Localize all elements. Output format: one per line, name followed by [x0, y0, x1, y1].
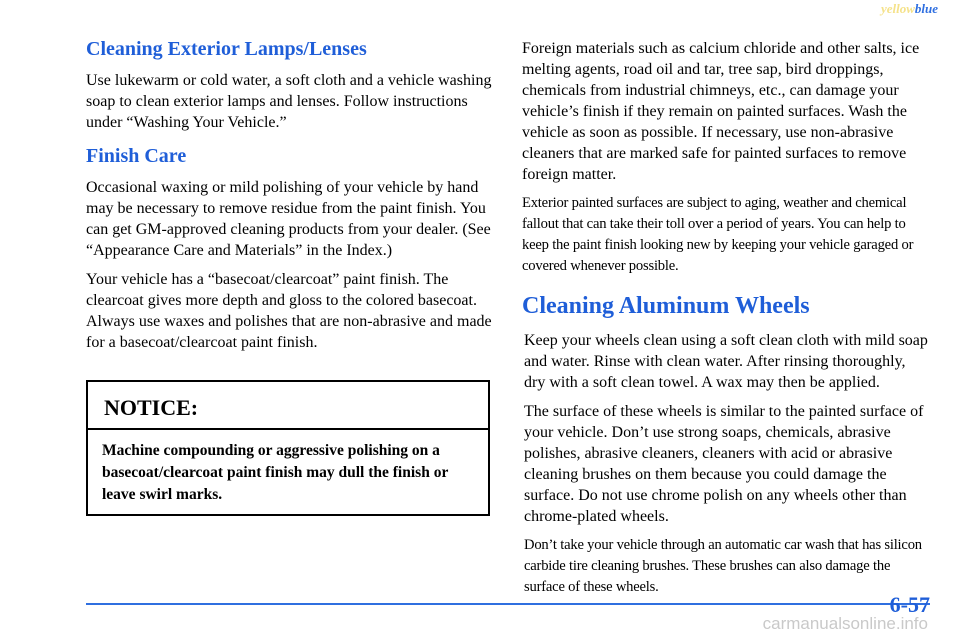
finish-paragraph-1: Occasional waxing or mild polishing of your vehicle by hand may be necessary to remove residue from the paint finish. You can get GM-approved cleaning products from your dealer. (See “Appearance Care and Materials” in the Index.): [86, 179, 491, 259]
notice-box: [86, 380, 490, 516]
color-tag: [881, 1, 938, 17]
left-column: [86, 38, 494, 516]
lamps-heading: Cleaning Exterior Lamps/Lenses: [86, 38, 367, 60]
color-tag-blue: blue: [914, 1, 938, 16]
wheels-paragraph-2: The surface of these wheels is similar to the painted surface of your vehicle. Don’t use strong soaps, chemicals, abrasive polishes, abrasive cleaners, cleaners with acid or abrasive cleaning brushes on them because you could damage the surface. Do not use chrome polish on any wheels other than chrome-plated wheels.: [524, 403, 924, 525]
wheels-paragraph-1: Keep your wheels clean using a soft clean cloth with mild soap and water. Rinse with clean water. After rinsing thoroughly, dry with a soft clean towel. A wax may then be applied.: [524, 332, 928, 391]
right-column: [522, 38, 930, 606]
finish-care-heading: Finish Care: [86, 145, 187, 167]
notice-body: Machine compounding or aggressive polishing on a basecoat/clearcoat paint finish may dull the finish or leave swirl marks.: [102, 442, 449, 503]
watermark: carmanualsonline.info: [762, 614, 928, 633]
finish-paragraph-2: Your vehicle has a “basecoat/clearcoat” paint finish. The clearcoat gives more depth and gloss to the colored basecoat. Always use waxes and polishes that are non-abrasive and made for a basecoat/clearcoat paint finish.: [86, 271, 492, 351]
wheels-heading: Cleaning Aluminum Wheels: [522, 293, 810, 319]
footer-rule: [86, 603, 930, 605]
notice-title: NOTICE:: [88, 382, 488, 430]
wheels-paragraph-3: Don’t take your vehicle through an automatic car wash that has silicon carbide tire cleaning brushes. These brushes can also damage the surface of these wheels.: [524, 537, 922, 595]
lamps-paragraph: Use lukewarm or cold water, a soft cloth and a vehicle washing soap to clean exterior lamps and lenses. Follow instructions under “Washing Your Vehicle.”: [86, 72, 492, 131]
exterior-surfaces-paragraph: Exterior painted surfaces are subject to aging, weather and chemical fallout that can take their toll over a period of years. You can help to keep the paint finish looking new by keeping your vehicle garaged or covered whenever possible.: [522, 195, 914, 274]
color-tag-yellow: yellow: [880, 1, 915, 16]
foreign-materials-paragraph: Foreign materials such as calcium chloride and other salts, ice melting agents, road oil and tar, tree sap, bird droppings, chemicals from industrial chimneys, etc., can damage your vehicle’s finish if they remain on painted surfaces. Wash the vehicle as soon as possible. If necessary, use non-abrasive cleaners that are marked safe for painted surfaces to remove foreign matter.: [522, 40, 920, 183]
page-number: 6-57: [889, 592, 930, 617]
